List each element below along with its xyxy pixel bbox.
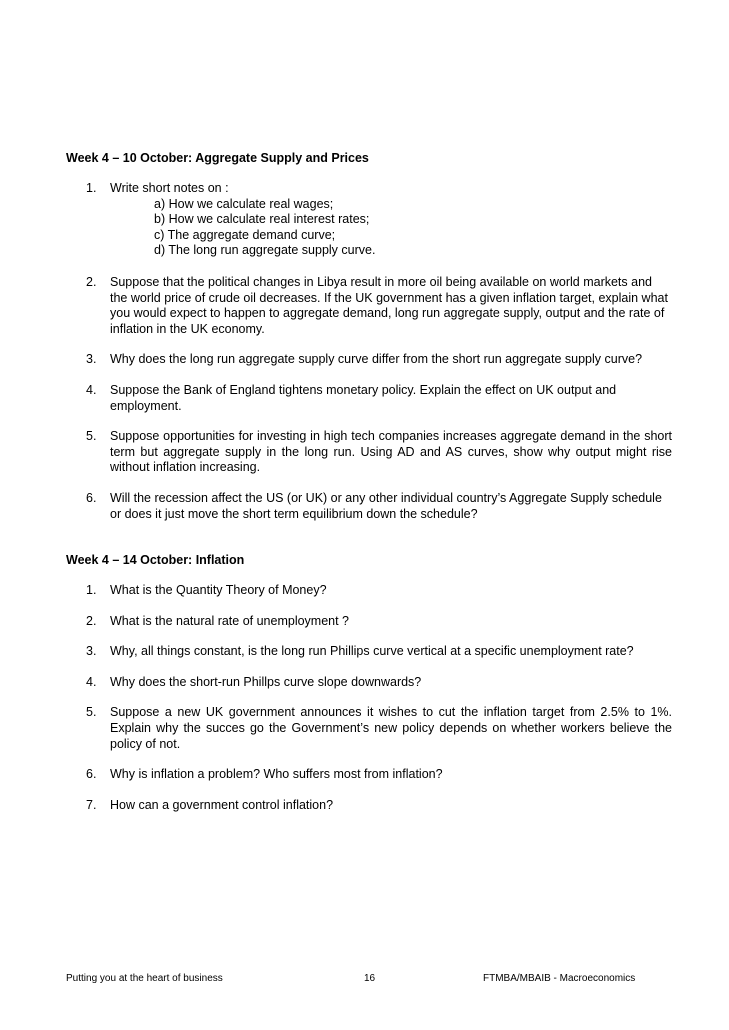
question-text: How can a government control inflation? [110,797,334,812]
question-item [66,181,672,259]
section-heading: Week 4 – 10 October: Aggregate Supply and Prices [66,151,369,165]
question-item [66,675,672,691]
question-number: 6. [86,767,97,782]
question-item [66,705,672,752]
question-text: Why, all things constant, is the long run Phillips curve vertical at a specific unemployment rate? [110,644,634,659]
question-text: Write short notes on : [110,181,229,195]
question-item [66,352,672,368]
sub-item: c) The aggregate demand curve; [154,227,336,242]
question-item [66,644,672,660]
section-inflation [66,552,672,813]
question-item [66,491,672,522]
section-aggregate-supply [66,150,672,522]
question-text: What is the natural rate of unemployment ? [110,613,350,628]
question-text: Why does the long run aggregate supply curve differ from the short run aggregate supply curve? [110,352,643,367]
sub-item: a) How we calculate real wages; [154,196,334,211]
page-number: 16 [364,973,376,984]
question-item [66,767,672,783]
question-text: Suppose a new UK government announces it wishes to cut the inflation target from 2.5% to 1%. Explain why the succes go the Government’s new policy depends on whether workers believe the policy of not. [110,705,672,751]
question-item [66,429,672,476]
section-heading: Week 4 – 14 October: Inflation [66,553,245,567]
question-number: 3. [86,644,97,659]
question-number: 4. [86,674,97,689]
question-text: Suppose opportunities for investing in high tech companies increases aggregate demand in the short term but aggregate supply in the long run. Using AD and AS curves, show why output might rise without inflation increasing. [110,429,672,475]
question-text: Why does the short-run Phillps curve slope downwards? [110,674,422,689]
question-text: Suppose the Bank of England tightens monetary policy. Explain the effect on UK output and employment. [110,382,617,413]
sub-item: b) How we calculate real interest rates; [154,212,370,227]
question-number: 2. [86,613,97,628]
question-number: 5. [86,705,97,720]
footer-right-text: FTMBA/MBAIB - Macroeconomics [483,973,636,984]
question-list [66,583,672,813]
question-number: 5. [86,429,97,444]
question-text: Suppose that the political changes in Libya result in more oil being available on world markets and the world price of crude oil decreases. If the UK government has a given inflation target, explain what you would expect to happen to aggregate demand, long run aggregate supply, output and the rate of inflation in the UK economy. [110,274,668,336]
question-number: 4. [86,382,97,397]
question-text: What is the Quantity Theory of Money? [110,583,327,597]
question-item [66,383,672,414]
question-number: 1. [86,583,97,597]
question-number: 2. [86,274,97,289]
question-number: 1. [86,181,97,195]
question-number: 6. [86,490,97,505]
question-text: Why is inflation a problem? Who suffers most from inflation? [110,767,443,782]
question-item [66,798,672,814]
question-item [66,614,672,630]
sub-item: d) The long run aggregate supply curve. [154,243,376,258]
question-number: 3. [86,352,97,367]
question-item [66,583,672,599]
footer-left-text: Putting you at the heart of business [66,973,223,984]
question-number: 7. [86,797,97,812]
question-list [66,181,672,522]
question-item [66,275,672,337]
question-text: Will the recession affect the US (or UK) or any other individual country’s Aggregate Supply schedule or does it just move the short term equilibrium down the schedule? [110,490,662,521]
